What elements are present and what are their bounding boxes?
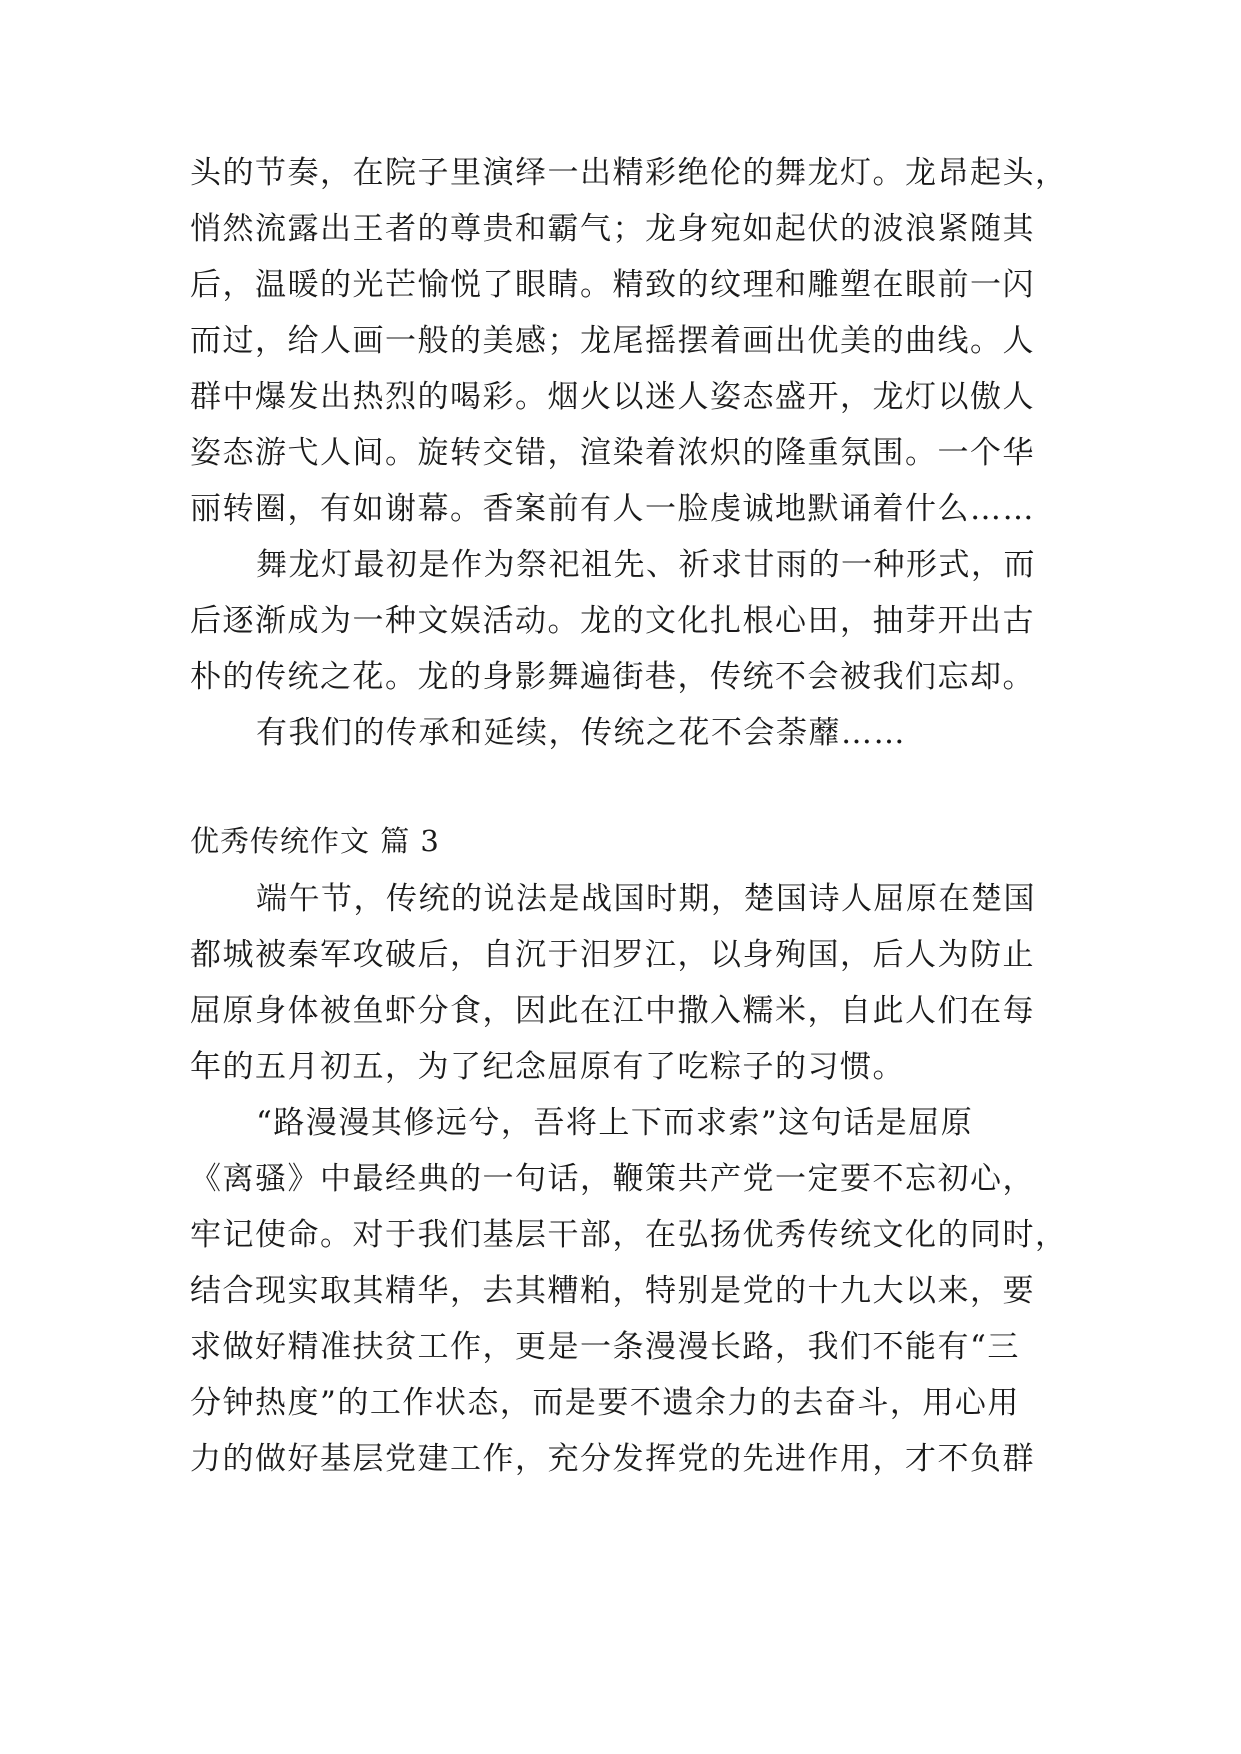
section-heading: 优秀传统作文 篇 3 xyxy=(190,824,440,858)
text-line: 年的五月初五，为了纪念屈原有了吃粽子的习惯。 xyxy=(190,1049,905,1085)
text-line: 牢记使命。对于我们基层干部，在弘扬优秀传统文化的同时， xyxy=(190,1217,1068,1253)
text-line: 求做好精准扶贫工作，更是一条漫漫长路，我们不能有“三 xyxy=(190,1329,1020,1365)
paragraph-first-line: 舞龙灯最初是作为祭祀祖先、祈求甘雨的一种形式，而 xyxy=(256,547,1036,583)
text-line: 姿态游弋人间。旋转交错，渲染着浓炽的隆重氛围。一个华 xyxy=(190,435,1035,471)
paragraph-first-line: 端午节，传统的说法是战国时期，楚国诗人屈原在楚国 xyxy=(256,881,1036,917)
text-line: 朴的传统之花。龙的身影舞遍街巷，传统不会被我们忘却。 xyxy=(190,659,1035,695)
text-line: 力的做好基层党建工作，充分发挥党的先进作用，才不负群 xyxy=(190,1441,1035,1477)
text-line: 后逐渐成为一种文娱活动。龙的文化扎根心田，抽芽开出古 xyxy=(190,603,1035,639)
text-line: 分钟热度”的工作状态，而是要不遗余力的去奋斗，用心用 xyxy=(190,1385,1020,1421)
text-line: 都城被秦军攻破后，自沉于汨罗江，以身殉国，后人为防止 xyxy=(190,937,1035,973)
text-line: 屈原身体被鱼虾分食，因此在江中撒入糯米，自此人们在每 xyxy=(190,993,1035,1029)
paragraph-first-line: 有我们的传承和延续，传统之花不会荼蘼…… xyxy=(256,715,906,751)
text-line: 《离骚》中最经典的一句话，鞭策共产党一定要不忘初心， xyxy=(190,1161,1035,1197)
text-line: 而过，给人画一般的美感；龙尾摇摆着画出优美的曲线。人 xyxy=(190,323,1035,359)
paragraph-first-line: “路漫漫其修远兮，吾将上下而求索”这句话是屈原 xyxy=(256,1105,974,1141)
text-line: 结合现实取其精华，去其糟粕，特别是党的十九大以来，要 xyxy=(190,1273,1035,1309)
text-line: 后，温暖的光芒愉悦了眼睛。精致的纹理和雕塑在眼前一闪 xyxy=(190,267,1035,303)
text-line: 群中爆发出热烈的喝彩。烟火以迷人姿态盛开，龙灯以傲人 xyxy=(190,379,1035,415)
text-line: 头的节奏，在院子里演绎一出精彩绝伦的舞龙灯。龙昂起头， xyxy=(190,155,1068,191)
text-line: 悄然流露出王者的尊贵和霸气；龙身宛如起伏的波浪紧随其 xyxy=(190,211,1035,247)
text-line: 丽转圈，有如谢幕。香案前有人一脸虔诚地默诵着什么…… xyxy=(190,491,1035,527)
